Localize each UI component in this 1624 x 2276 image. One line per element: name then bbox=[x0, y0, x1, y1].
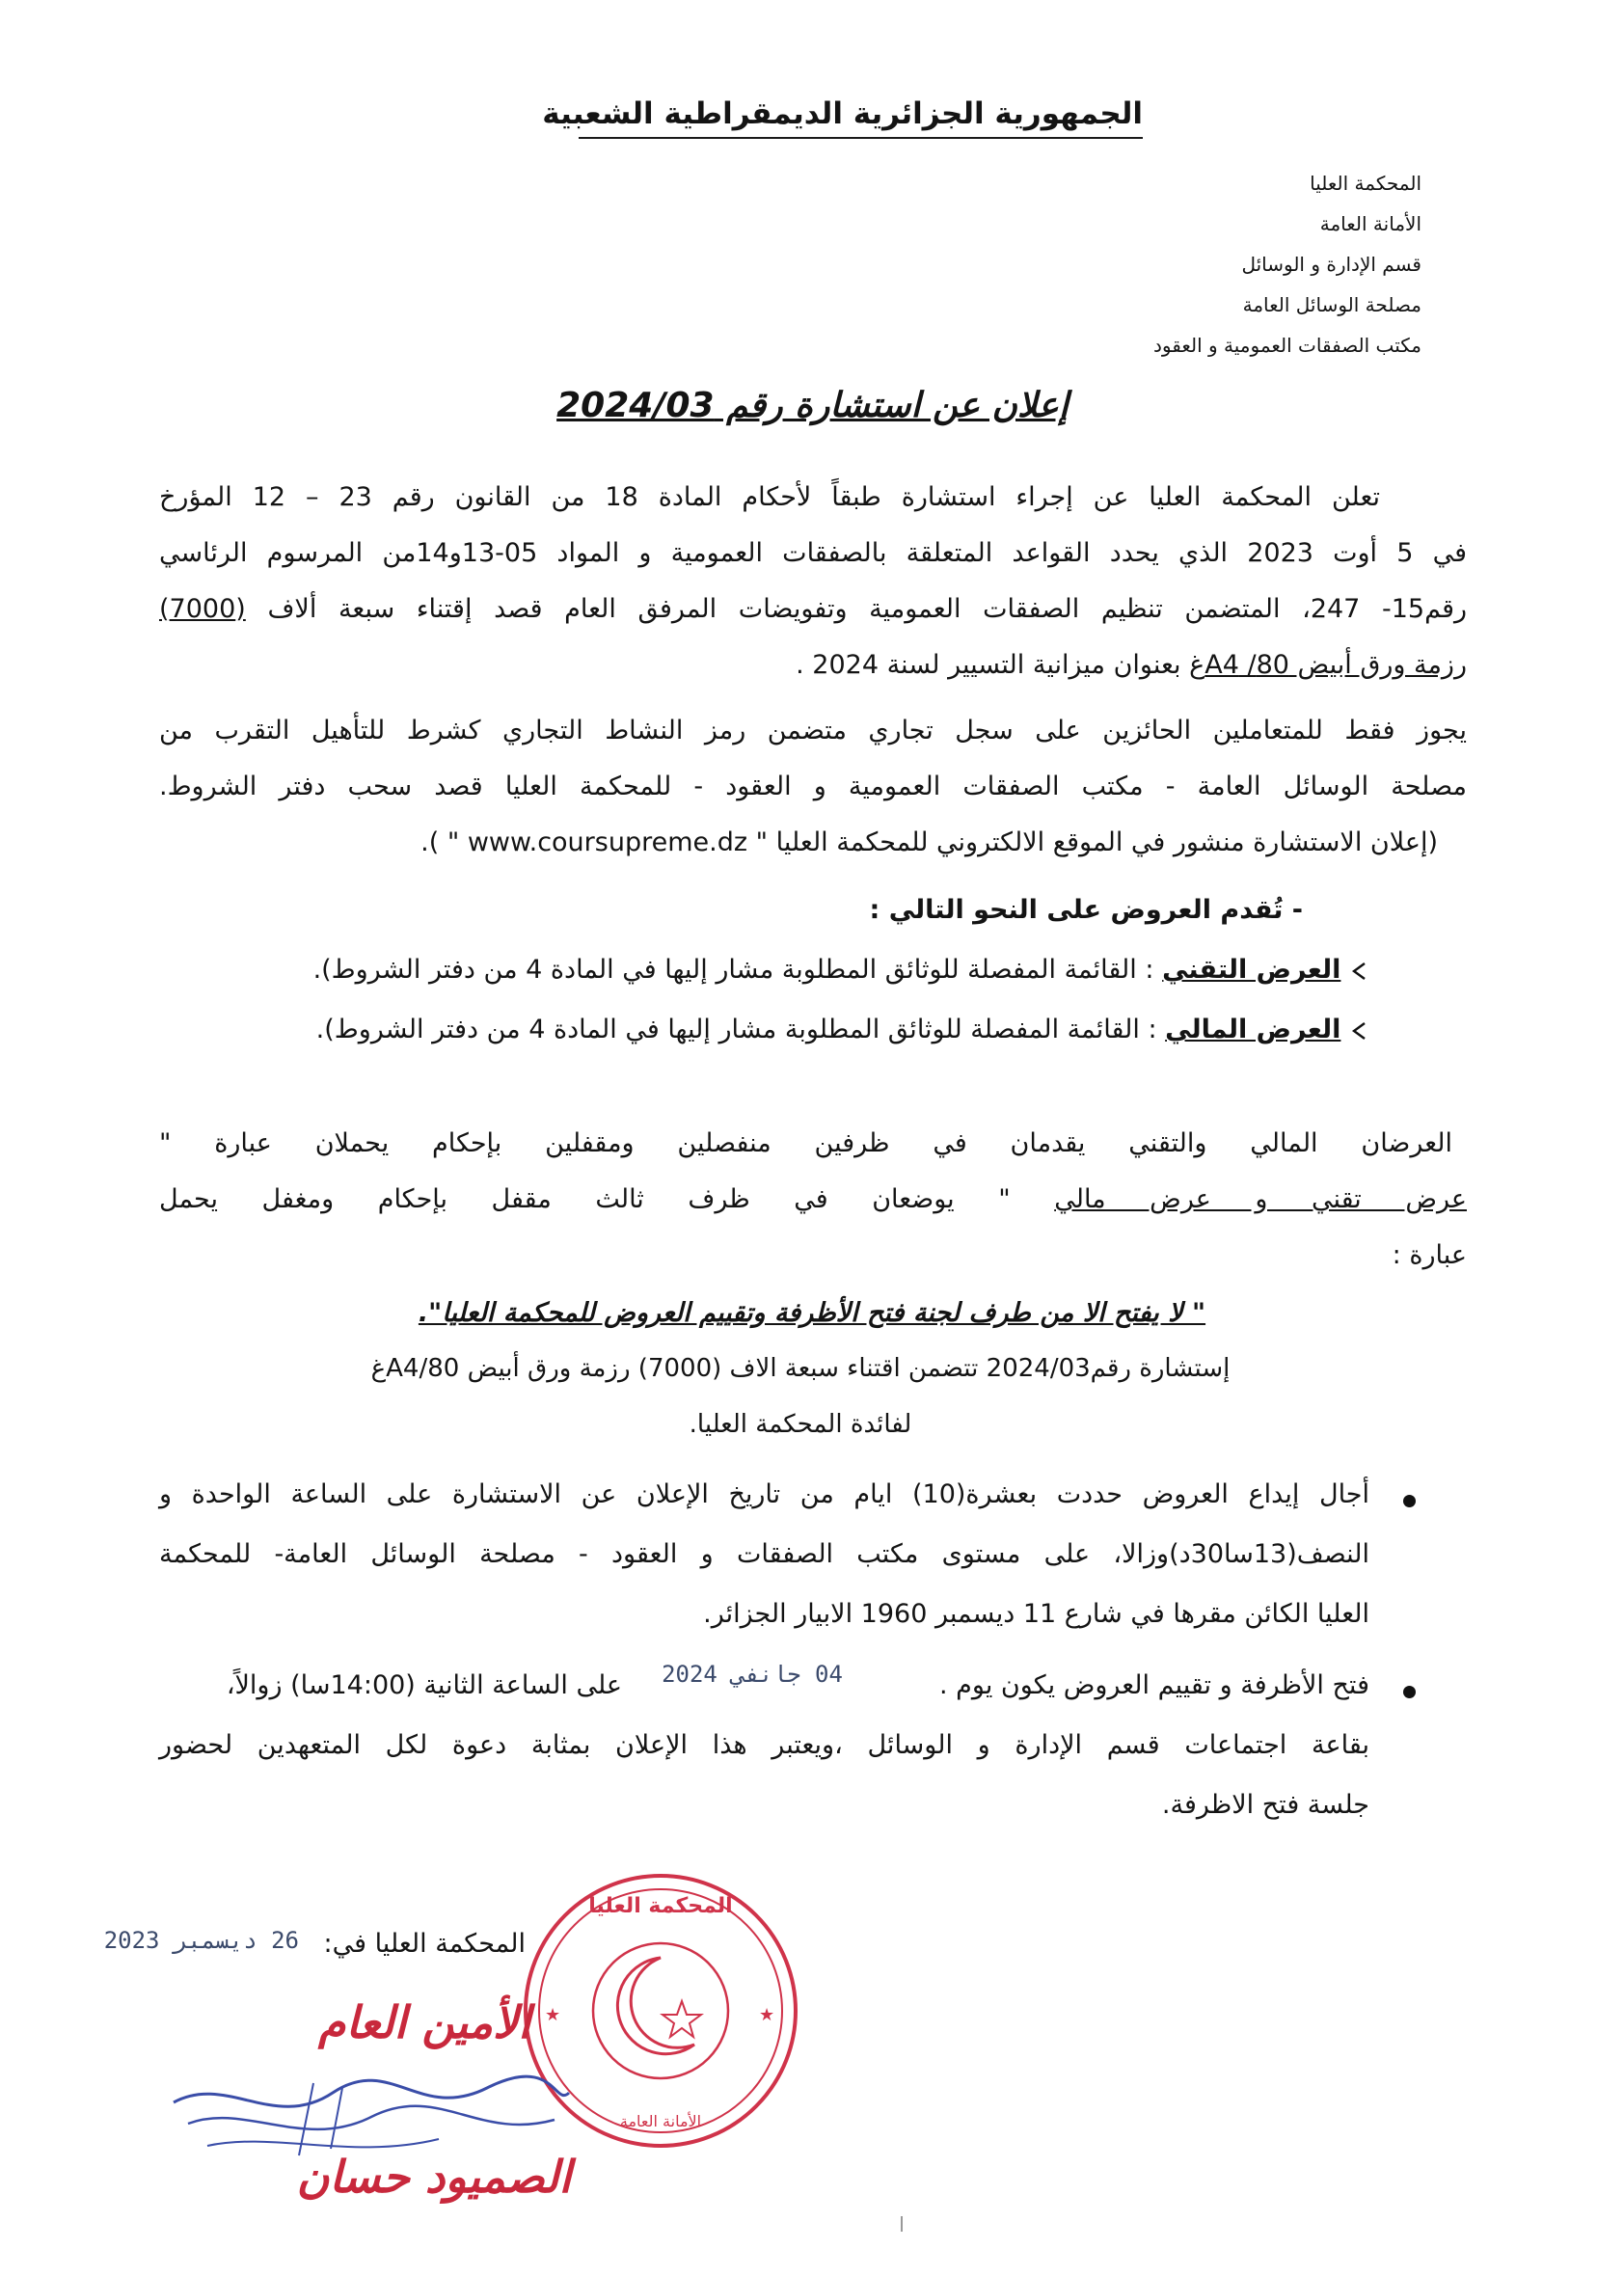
svg-text:★: ★ bbox=[545, 2005, 561, 2025]
bullet-icon bbox=[1403, 1495, 1416, 1507]
opening-line-1a: فتح الأظرفة و تقييم العروض يكون يوم . bbox=[938, 1670, 1369, 1700]
envelopes-line-3: عبارة : bbox=[1392, 1240, 1467, 1270]
republic-header: الجمهورية الجزائرية الديمقراطية الشعبية bbox=[579, 96, 1143, 139]
page-mark bbox=[901, 2216, 912, 2232]
deadline-line-2: النصف(13سا30د)وزالا، على مستوى مكتب الصفقات و العقود - مصلحة الوسائل العامة- للمحكمة bbox=[159, 1539, 1369, 1569]
intro-line-1: تعلن المحكمة العليا عن إجراء استشارة طبقاً لأحكام المادة 18 من القانون رقم 23 – 12 المؤرخ bbox=[159, 482, 1380, 512]
handwritten-signature bbox=[169, 2064, 574, 2170]
chevron-left-icon bbox=[1349, 961, 1370, 982]
intro-paper-spec: رزمة ورق أبيض 80/ A4غ bbox=[1189, 650, 1467, 680]
offer-financial-text: : القائمة المفصلة للوثائق المطلوبة مشار إليها في المادة 4 من دفتر الشروط). bbox=[315, 1015, 1157, 1044]
envelopes-label: عرض تقني و عرض مالي bbox=[1054, 1184, 1467, 1214]
offer-item-financial bbox=[159, 1015, 1467, 1044]
org-line-admin-department: قسم الإدارة و الوسائل bbox=[1241, 253, 1421, 276]
opening-line-3: جلسة فتح الاظرفة. bbox=[1161, 1790, 1369, 1820]
svg-text:المحكمة العليا: المحكمة العليا bbox=[588, 1894, 733, 1918]
org-line-procurement-office: مكتب الصفقات العمومية و العقود bbox=[1153, 334, 1421, 357]
org-line-general-secretariat: الأمانة العامة bbox=[1319, 212, 1421, 235]
offer-item-technical bbox=[159, 955, 1467, 985]
intro-line-4-text: بعنوان ميزانية التسيير لسنة 2024 . bbox=[796, 650, 1181, 680]
bullet-icon bbox=[1403, 1686, 1416, 1698]
offer-technical-label: العرض التقني bbox=[1162, 955, 1341, 985]
envelope-quote: " لا يفتح الا من طرف لجنة فتح الأظرفة وتقييم العروض للمحكمة العليا". bbox=[418, 1298, 1206, 1328]
intro-line-3 bbox=[159, 594, 1467, 624]
intro-line-2: في 5 أوت 2023 الذي يحدد القواعد المتعلقة بالصفقات العمومية و المواد 05-13و14من المرسوم الرئاسي bbox=[159, 538, 1467, 568]
intro-quantity: (7000) bbox=[159, 594, 246, 624]
envelope-subtitle-2: لفائدة المحكمة العليا. bbox=[689, 1410, 912, 1439]
offer-financial-label: العرض المالي bbox=[1165, 1015, 1341, 1044]
envelopes-line-1: العرضان المالي والتقني يقدمان في ظرفين منفصلين ومقفلين بإحكام يحملان عبارة " bbox=[159, 1128, 1452, 1158]
signature-name: الصميود حسان bbox=[296, 2151, 572, 2203]
svg-text:الأمانة العامة: الأمانة العامة bbox=[619, 2112, 702, 2130]
eligibility-line-2: مصلحة الوسائل العامة - مكتب الصفقات العمومية و العقود - للمحكمة العليا قصد سحب دفتر الشروط. bbox=[159, 772, 1467, 801]
envelopes-line-2 bbox=[159, 1184, 1467, 1214]
deadline-line-1: أجال إيداع العروض حددت بعشرة(10) ايام من تاريخ الإعلان عن الاستشارة على الساعة الواحدة و bbox=[159, 1479, 1369, 1509]
chevron-left-icon bbox=[1349, 1020, 1370, 1042]
document-title: إعلان عن استشارة رقم 2024/03 bbox=[556, 386, 1069, 425]
signature-title: الأمين العام bbox=[317, 1996, 531, 2048]
signature-place: المحكمة العليا في: bbox=[323, 1929, 526, 1959]
svg-text:★: ★ bbox=[759, 2005, 775, 2025]
offer-technical-text: : القائمة المفصلة للوثائق المطلوبة مشار إليها في المادة 4 من دفتر الشروط). bbox=[312, 955, 1154, 985]
signature-date-stamp: 26 ديسمبر 2023 bbox=[103, 1927, 299, 1954]
eligibility-line-1: يجوز فقط للمتعاملين الحائزين على سجل تجاري متضمن رمز النشاط التجاري كشرط للتأهيل التقرب من bbox=[159, 716, 1467, 745]
envelope-subtitle-1: إستشارة رقم2024/03 تتضمن اقتناء سبعة الاف (7000) رزمة ورق أبيض 80/A4غ bbox=[370, 1354, 1231, 1383]
deadline-line-3: العليا الكائن مقرها في شارع 11 ديسمبر 1960 الابيار الجزائر. bbox=[703, 1599, 1369, 1629]
envelopes-line-2-text: " يوضعان في ظرف ثالث مقفل بإحكام ومغفل يحمل bbox=[159, 1184, 1011, 1214]
intro-line-3-text: رقم15- 247، المتضمن تنظيم الصفقات العمومية وتفويضات المرفق العام قصد إقتناء سبعة ألاف bbox=[267, 594, 1468, 624]
offers-heading: - تُقدم العروض على النحو التالي : bbox=[869, 895, 1303, 925]
website-line: (إعلان الاستشارة منشور في الموقع الالكتروني للمحكمة العليا " www.coursupreme.dz " ). bbox=[420, 827, 1438, 857]
opening-line-1b: على الساعة الثانية (14:00سا) زوالاً، bbox=[226, 1670, 622, 1700]
opening-date-stamp: 04 جانفي 2024 bbox=[662, 1661, 843, 1688]
intro-line-4 bbox=[159, 650, 1467, 680]
opening-line-2: بقاعة اجتماعات قسم الإدارة و الوسائل ،ويعتبر هذا الإعلان بمثابة دعوة لكل المتعهدين لحضور bbox=[159, 1730, 1369, 1760]
org-line-supreme-court: المحكمة العليا bbox=[1310, 172, 1421, 195]
org-line-general-means-service: مصلحة الوسائل العامة bbox=[1242, 293, 1421, 316]
